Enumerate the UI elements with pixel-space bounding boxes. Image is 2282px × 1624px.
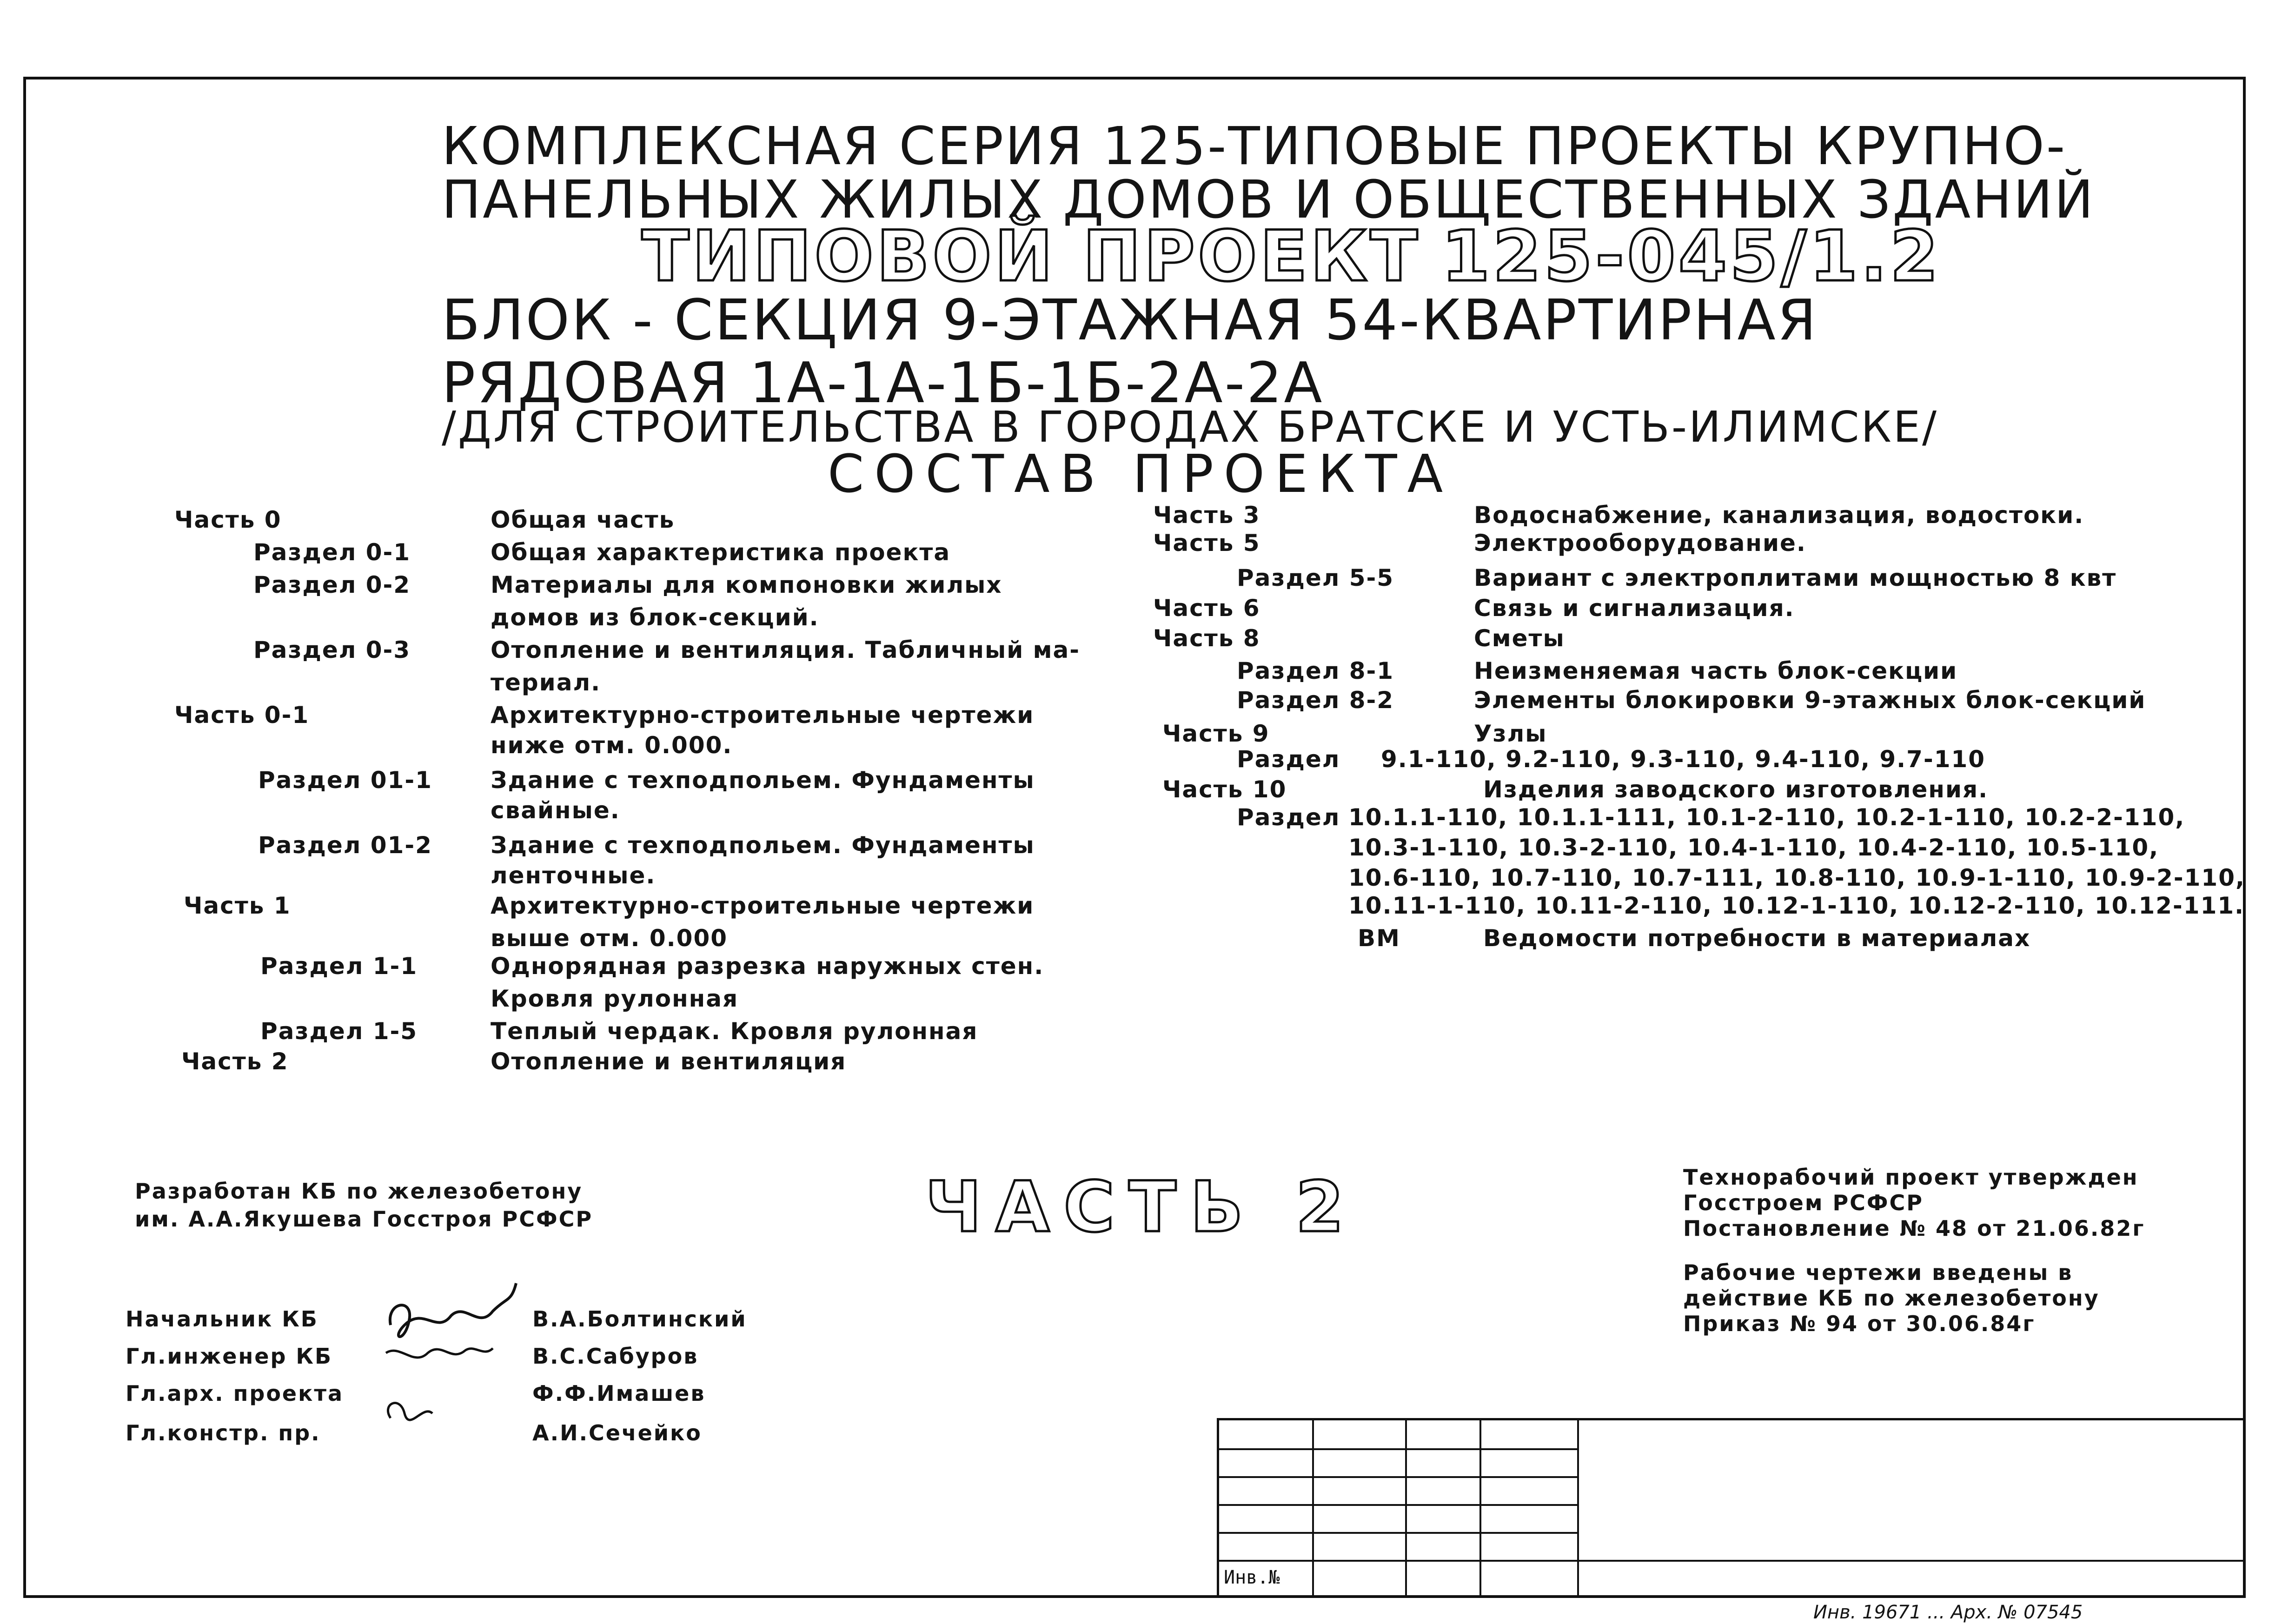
handwritten-signatures [372,1265,539,1460]
list-item: Часть 0 [174,506,282,533]
list-item: Неизменяемая часть блок-секции [1474,657,1958,684]
list-item: Часть 6 [1153,595,1260,622]
project-label: ТИПОВОЙ ПРОЕКТ [642,216,1420,297]
list-item: свайные. [491,797,620,824]
signature-role: Гл.арх. проекта [126,1381,344,1406]
title-block-stamp [1217,1418,2245,1597]
part-title: ЧАСТЬ 2 [925,1167,1358,1248]
list-item: Раздел 01-2 [258,832,432,859]
list-item: Часть 9 [1162,720,1270,747]
signature-name: А.И.Сечейко [532,1420,702,1445]
list-item: 9.1-110, 9.2-110, 9.3-110, 9.4-110, 9.7-110 [1381,746,1986,773]
developer-line-2: им. А.А.Якушева Госстроя РСФСР [135,1206,593,1232]
approval-line-2: Госстроем РСФСР [1683,1190,1924,1215]
signature-name: В.С.Сабуров [532,1344,699,1369]
list-item: Здание с техподпольем. Фундаменты [491,832,1035,859]
header-line-2: ПАНЕЛЬНЫХ ЖИЛЫХ ДОМОВ И ОБЩЕСТВЕННЫХ ЗДАНИЙ [442,170,2096,230]
list-item: Здание с техподпольем. Фундаменты [491,767,1035,794]
header-line-4: БЛОК - СЕКЦИЯ 9-ЭТАЖНАЯ 54-КВАРТИРНАЯ [442,288,1818,353]
list-item: Сметы [1474,625,1565,652]
list-item: выше отм. 0.000 [491,925,728,952]
list-item: ленточные. [491,862,656,889]
list-item: 10.6-110, 10.7-110, 10.7-111, 10.8-110, 10.9-1-110, 10.9-2-110, [1348,864,2246,891]
list-item: ниже отм. 0.000. [491,732,733,759]
list-item: Материалы для компоновки жилых [491,571,1002,598]
list-item: Часть 5 [1153,530,1260,557]
archive-footer: Инв. 19671 ... Арх. № 07545 [1813,1602,2083,1623]
list-item: Вариант с электроплитами мощностью 8 квт [1474,564,2117,591]
list-item: 10.1.1-110, 10.1.1-111, 10.1-2-110, 10.2-1-110, 10.2-2-110, [1348,804,2185,831]
list-item: Отопление и вентиляция [491,1048,847,1075]
list-item: Общая характеристика проекта [491,539,951,566]
signature-role: Гл.констр. пр. [126,1420,321,1445]
approval-line-3: Постановление № 48 от 21.06.82г [1683,1216,2145,1241]
list-item: Кровля рулонная [491,985,739,1012]
list-item: Раздел 0-1 [253,539,411,566]
list-item: Ведомости потребности в материалах [1483,925,2031,952]
list-item: Элементы блокировки 9-этажных блок-секций [1474,687,2146,714]
inventory-number-label: Инв.№ [1224,1567,1280,1588]
list-item: Часть 3 [1153,502,1260,529]
approval-line-5: действие КБ по железобетону [1683,1286,2100,1311]
list-item: Изделия заводского изготовления. [1483,776,1989,803]
list-item: Раздел 5-5 [1237,564,1394,591]
list-item: Раздел 01-1 [258,767,432,794]
list-item: Раздел [1237,746,1340,773]
list-item: Электрооборудование. [1474,530,1806,557]
list-item: Раздел 0-3 [253,636,411,663]
header-line-1: КОМПЛЕКСНАЯ СЕРИЯ 125-ТИПОВЫЕ ПРОЕКТЫ КРУПНО- [442,116,2067,177]
list-item: Раздел [1237,804,1340,831]
list-item: ВМ [1358,925,1400,952]
list-item: 10.3-1-110, 10.3-2-110, 10.4-1-110, 10.4-2-110, 10.5-110, [1348,834,2159,861]
list-item: Часть 2 [181,1048,289,1075]
developer-line-1: Разработан КБ по железобетону [135,1179,583,1204]
list-item: домов из блок-секций. [491,604,819,631]
list-item: Теплый чердак. Кровля рулонная [491,1018,978,1045]
list-item: Архитектурно-строительные чертежи [491,702,1035,729]
project-title [642,216,1941,297]
list-item: териал. [491,669,601,696]
list-item: Архитектурно-строительные чертежи [491,892,1035,919]
list-item: Раздел 1-1 [260,953,418,980]
header-line-6: /ДЛЯ СТРОИТЕЛЬСТВА В ГОРОДАХ БРАТСКЕ И УСТЬ-ИЛИМСКЕ/ [442,402,1938,452]
list-item: Водоснабжение, канализация, водостоки. [1474,502,2084,529]
list-item: Общая часть [491,506,675,533]
header-line-5: РЯДОВАЯ 1А-1А-1Б-1Б-2А-2А [442,351,1324,416]
approval-line-4: Рабочие чертежи введены в [1683,1260,2073,1285]
list-item: Раздел 0-2 [253,571,411,598]
list-item: Часть 10 [1162,776,1287,803]
signature-name: В.А.Болтинский [532,1306,747,1332]
sostav-title: СОСТАВ ПРОЕКТА [828,444,1453,504]
list-item: Отопление и вентиляция. Табличный ма- [491,636,1080,663]
signature-role: Начальник КБ [126,1306,318,1332]
list-item: Раздел 1-5 [260,1018,418,1045]
list-item: Часть 1 [184,892,291,919]
list-item: Раздел 8-1 [1237,657,1394,684]
approval-line-1: Технорабочий проект утвержден [1683,1165,2139,1190]
list-item: Часть 8 [1153,625,1260,652]
list-item: Однорядная разрезка наружных стен. [491,953,1044,980]
list-item: Связь и сигнализация. [1474,595,1795,622]
list-item: Часть 0-1 [174,702,310,729]
signature-role: Гл.инженер КБ [126,1344,333,1369]
approval-line-6: Приказ № 94 от 30.06.84г [1683,1311,2036,1336]
list-item: 10.11-1-110, 10.11-2-110, 10.12-1-110, 10.12-2-110, 10.12-111. [1348,892,2245,919]
list-item: Узлы [1474,720,1547,747]
list-item: Раздел 8-2 [1237,687,1394,714]
project-number: 125-045/1.2 [1441,216,1941,297]
signature-name: Ф.Ф.Имашев [532,1381,706,1406]
